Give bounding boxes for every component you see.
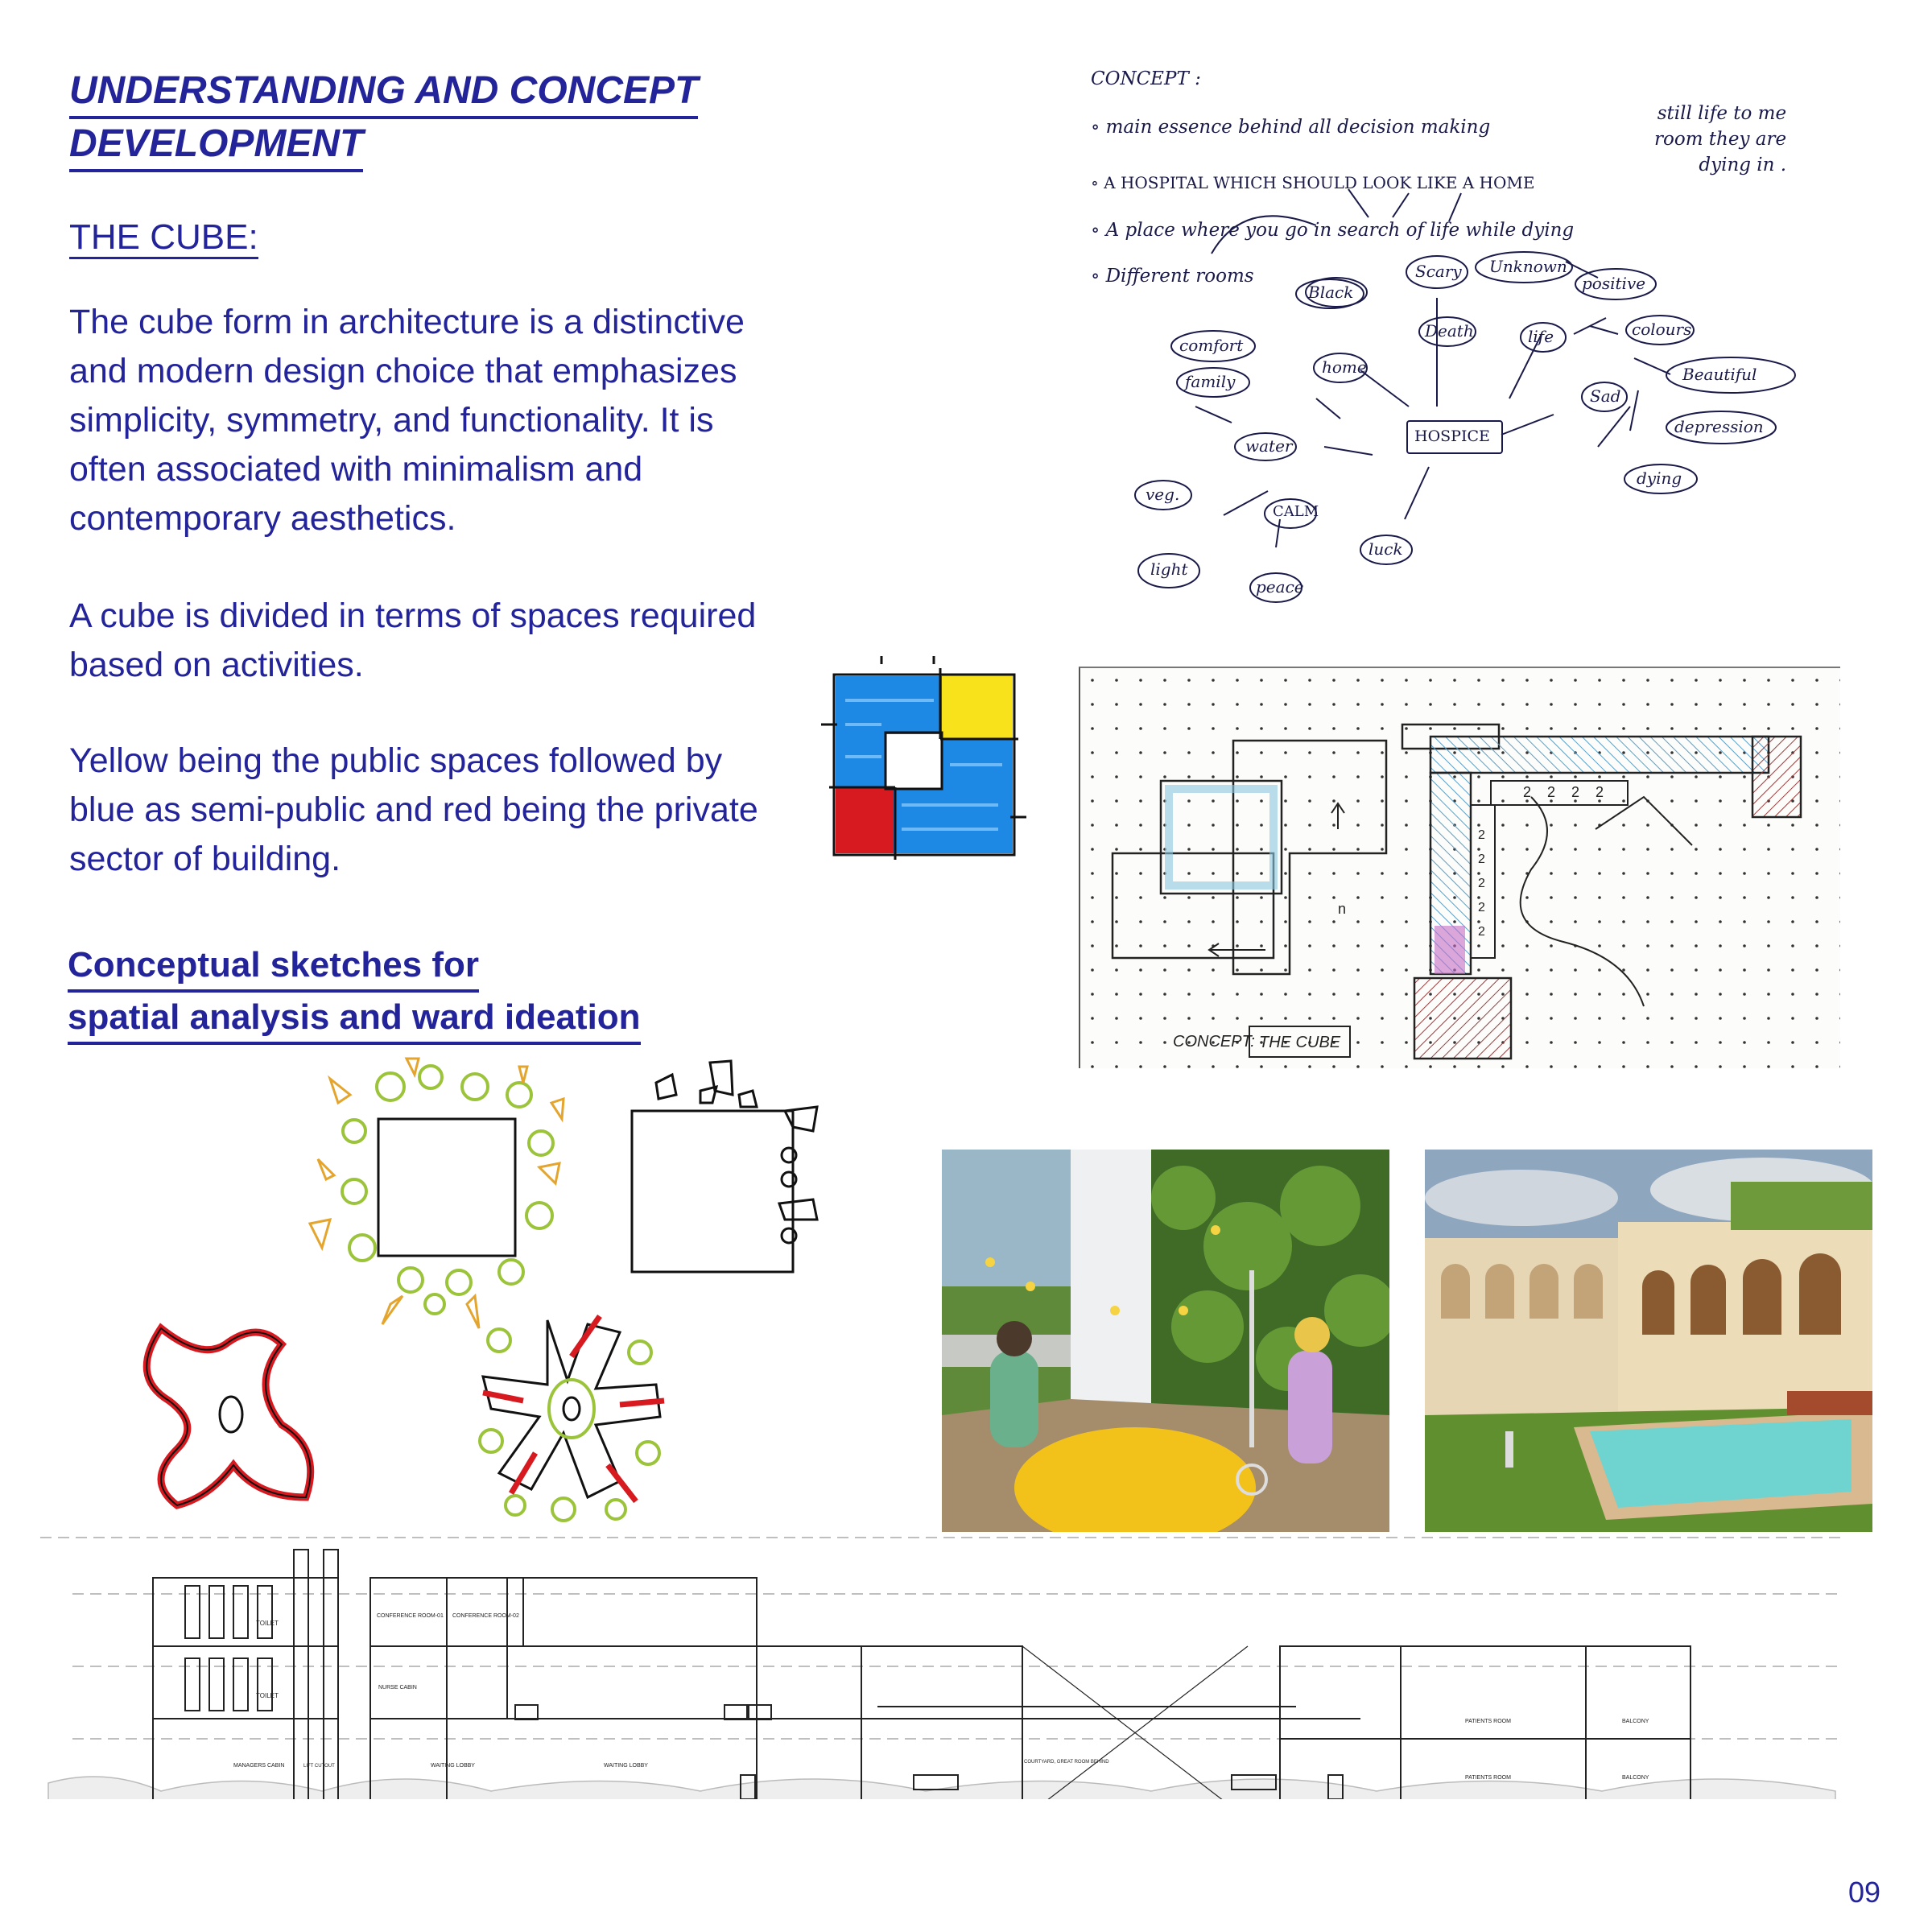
node-scary: Scary: [1415, 262, 1462, 281]
section-label-conference-02: CONFERENCE ROOM-02: [452, 1613, 519, 1619]
section-label-waiting-lobby-2: WAITING LOBBY: [604, 1763, 648, 1769]
plan-room-number: 2: [1478, 925, 1485, 939]
page-number: 09: [1848, 1876, 1881, 1909]
section-label-nurse-cabin: NURSE CABIN: [378, 1685, 417, 1690]
section-drawing: [40, 1534, 1843, 1799]
paragraph-color-zones: Yellow being the public spaces followed by blue as semi-public and red being the private sector of building.: [69, 741, 758, 878]
courtyard-seating-drawing: [612, 1055, 845, 1280]
building-section-drawing: [40, 1534, 1843, 1799]
section-label-managers-cabin: MANAGERS CABIN: [233, 1763, 285, 1769]
organic-form-sketch: [129, 1312, 338, 1521]
section-label-balcony-upper: BALCONY: [1622, 1719, 1649, 1724]
section-label-waiting-lobby-1: WAITING LOBBY: [431, 1763, 475, 1769]
section-label-lift-cutout: LIFT CUTOUT: [303, 1764, 335, 1769]
plan-arrow-mark: n: [1338, 901, 1347, 917]
title-line-2: DEVELOPMENT: [69, 119, 363, 172]
node-life: life: [1528, 327, 1554, 346]
node-beautiful: Beautiful: [1682, 365, 1757, 384]
node-luck: luck: [1368, 539, 1403, 559]
concept-bullet-1: ∘ main essence behind all decision making: [1091, 117, 1491, 138]
radial-ward-sketch: [467, 1312, 676, 1530]
concept-side-note: still life to me room they are dying in .: [1654, 103, 1787, 175]
courtyard-sketch-drawing: [306, 1055, 580, 1336]
concept-notes: [1083, 68, 1856, 616]
section-label-conference-01: CONFERENCE ROOM-01: [377, 1613, 444, 1619]
mind-map-center: HOSPICE: [1414, 427, 1490, 445]
plan-room-number: 2: [1523, 784, 1532, 800]
courtyard-green-sketch: [306, 1055, 580, 1336]
section-label-toilet-upper: TOILET: [256, 1620, 279, 1627]
node-light: light: [1150, 559, 1188, 579]
concept-bullet-3: ∘ A place where you go in search of life while dying: [1091, 220, 1575, 241]
node-death: Death: [1425, 321, 1474, 341]
node-sad: Sad: [1590, 386, 1621, 406]
interior-ward-render: [942, 1150, 1389, 1532]
plan-room-number: 2: [1478, 901, 1485, 914]
paragraph-cube-form: The cube form in architecture is a distinctive and modern design choice that emphasizes simplicity, symmetry, and functionality. It is often associated with minimalism and contemporary aesthetics.: [69, 303, 745, 538]
node-veg: veg.: [1146, 485, 1180, 504]
concept-heading: CONCEPT :: [1091, 68, 1201, 89]
node-home: home: [1322, 357, 1367, 377]
node-peace: peace: [1256, 577, 1304, 597]
node-dying: dying: [1637, 469, 1682, 488]
node-comfort: comfort: [1179, 336, 1244, 355]
node-unknown: Unknown: [1489, 257, 1567, 276]
cube-color-sketch: [805, 644, 1030, 869]
concept-bullet-2: ∘ A HOSPITAL WHICH SHOULD LOOK LIKE A HOME: [1091, 173, 1535, 192]
page-title: [69, 66, 698, 172]
caption-line-1: Conceptual sketches for: [68, 940, 479, 993]
plan-label-boxed: THE CUBE: [1259, 1034, 1341, 1051]
section-label-patients-room-upper: PATIENTS ROOM: [1465, 1719, 1511, 1724]
node-calm: CALM: [1273, 503, 1319, 520]
caption-line-2: spatial analysis and ward ideation: [68, 993, 641, 1045]
sketches-caption: [68, 940, 641, 1045]
section-label-courtyard: COURTYARD, GREAT ROOM BEHIND: [1024, 1760, 1109, 1765]
plan-room-number: 2: [1478, 852, 1485, 866]
section-label-balcony-lower: BALCONY: [1622, 1775, 1649, 1781]
courtyard-render-drawing: [1425, 1150, 1872, 1532]
node-colours: colours: [1632, 320, 1692, 339]
plan-label-prefix: CONCEPT:: [1173, 1033, 1255, 1051]
node-positive: positive: [1582, 274, 1646, 293]
plan-sketch-drawing: [1080, 668, 1840, 1068]
paragraph-cube-division: A cube is divided in terms of spaces required based on activities.: [69, 597, 757, 684]
node-family: family: [1185, 372, 1236, 391]
radial-ward-drawing: [467, 1312, 676, 1530]
node-black: Black: [1308, 283, 1354, 302]
courtyard-seating-sketch: [612, 1055, 845, 1280]
plan-room-number: 2: [1571, 784, 1580, 800]
concept-bullet-4: ∘ Different rooms: [1091, 266, 1254, 287]
interior-render-drawing: [942, 1150, 1389, 1532]
section-label-patients-room-lower: PATIENTS ROOM: [1465, 1775, 1511, 1781]
section-label-toilet-lower: TOILET: [256, 1692, 279, 1699]
cube-sketch-drawing: [805, 644, 1030, 869]
plan-sketch: [1079, 667, 1840, 1068]
organic-form-drawing: [129, 1312, 338, 1521]
section-subtitle: THE CUBE:: [69, 216, 258, 259]
title-line-1: UNDERSTANDING AND CONCEPT: [69, 66, 698, 119]
plan-room-number: 2: [1596, 784, 1604, 800]
node-water: water: [1245, 436, 1293, 456]
courtyard-pool-render: [1425, 1150, 1872, 1532]
plan-room-number: 2: [1478, 877, 1485, 890]
node-depression: depression: [1674, 417, 1764, 436]
plan-room-number: 2: [1547, 784, 1556, 800]
plan-room-number: 2: [1478, 828, 1485, 842]
